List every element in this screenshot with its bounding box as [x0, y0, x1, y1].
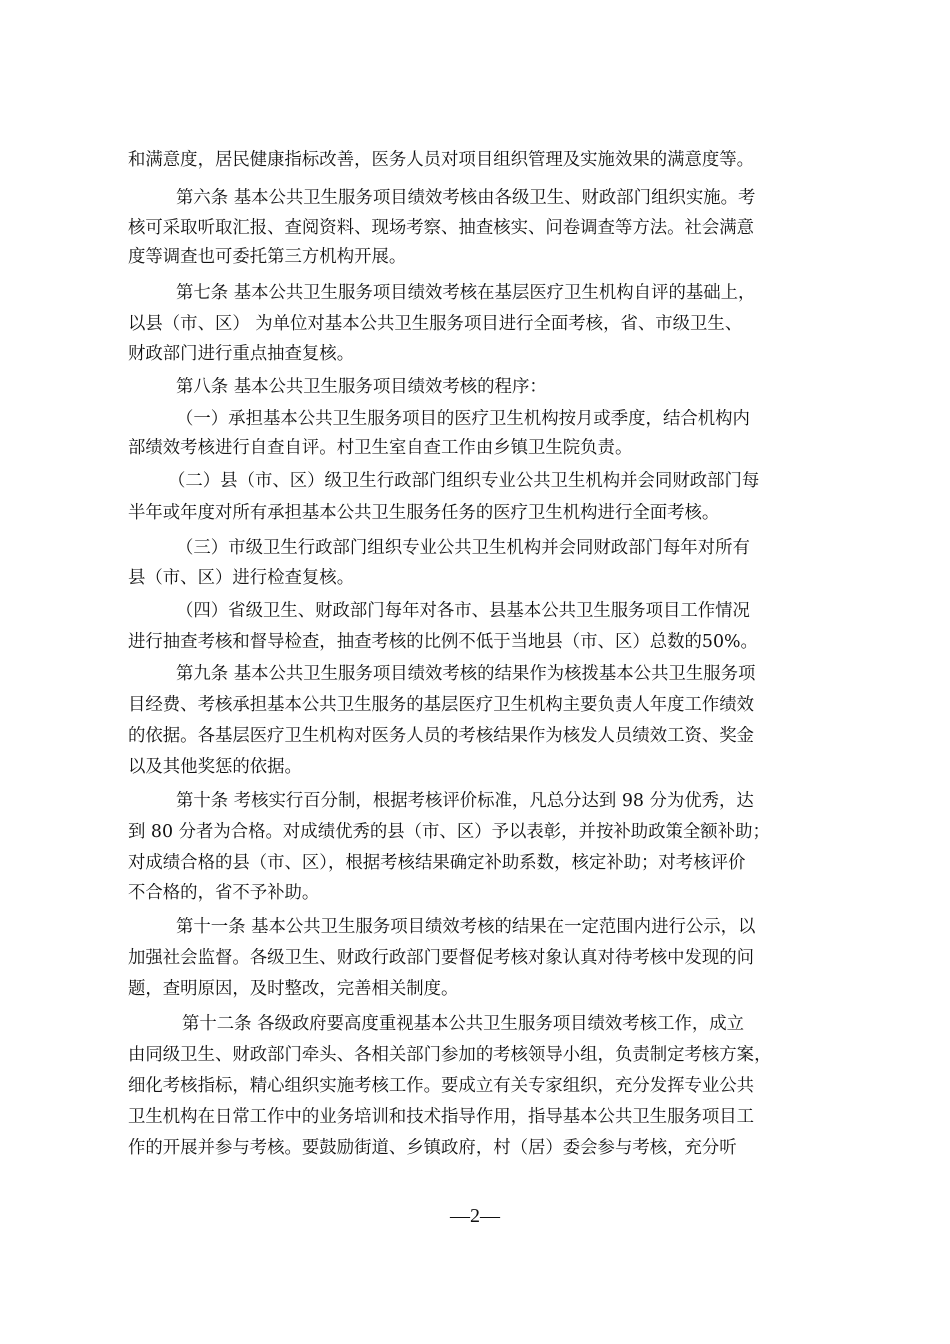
text-line: 进行抽查考核和督导检查，抽查考核的比例不低于当地县（市、区）总数的50%。 — [128, 632, 758, 652]
text-line: （一）承担基本公共卫生服务项目的医疗卫生机构按月或季度，结合机构内 — [176, 409, 750, 429]
text-line: 作的开展并参与考核。要鼓励街道、乡镇政府，村（居）委会参与考核，充分听 — [128, 1138, 737, 1158]
text-line: 第七条 基本公共卫生服务项目绩效考核在基层医疗卫生机构自评的基础上， — [176, 283, 756, 303]
text-line: 不合格的，省不予补助。 — [128, 883, 320, 903]
text-line: 的依据。各基层医疗卫生机构对医务人员的考核结果作为核发人员绩效工资、奖金 — [128, 726, 755, 746]
text-line: 和满意度，居民健康指标改善，医务人员对项目组织管理及实施效果的满意度等。 — [128, 150, 755, 170]
text-line: 第十一条 基本公共卫生服务项目绩效考核的结果在一定范围内进行公示，以 — [176, 917, 756, 937]
text-line: 细化考核指标，精心组织实施考核工作。要成立有关专家组织，充分发挥专业公共 — [128, 1076, 755, 1096]
text-line: （三）市级卫生行政部门组织专业公共卫生机构并会同财政部门每年对所有 — [176, 538, 750, 558]
text-line: 对成绩合格的县（市、区），根据考核结果确定补助系数，核定补助；对考核评价 — [128, 853, 746, 873]
text-line: 卫生机构在日常工作中的业务培训和技术指导作用，指导基本公共卫生服务项目工 — [128, 1107, 755, 1127]
text-line: （二）县（市、区）级卫生行政部门组织专业公共卫生机构并会同财政部门每 — [168, 471, 760, 491]
text-line: 目经费、考核承担基本公共卫生服务的基层医疗卫生机构主要负责人年度工作绩效 — [128, 695, 755, 715]
text-line: 县（市、区）进行检查复核。 — [128, 568, 355, 588]
text-line: 度等调查也可委托第三方机构开展。 — [128, 247, 407, 267]
text-line: 核可采取听取汇报、查阅资料、现场考察、抽查核实、问卷调查等方法。社会满意 — [128, 218, 755, 238]
text-line: 题，查明原因，及时整改，完善相关制度。 — [128, 979, 459, 999]
text-line: 由同级卫生、财政部门牵头、各相关部门参加的考核领导小组，负责制定考核方案， — [128, 1045, 772, 1065]
text-line: 以县（市、区） 为单位对基本公共卫生服务项目进行全面考核，省、市级卫生、 — [128, 314, 743, 334]
text-line: 第八条 基本公共卫生服务项目绩效考核的程序： — [176, 377, 547, 397]
text-line: （四）省级卫生、财政部门每年对各市、县基本公共卫生服务项目工作情况 — [176, 601, 750, 621]
text-line: 以及其他奖惩的依据。 — [128, 757, 302, 777]
text-line: 财政部门进行重点抽查复核。 — [128, 344, 355, 364]
page-number: —2— — [450, 1205, 500, 1227]
text-line: 第十二条 各级政府要高度重视基本公共卫生服务项目绩效考核工作，成立 — [182, 1014, 745, 1034]
text-line: 半年或年度对所有承担基本公共卫生服务任务的医疗卫生机构进行全面考核。 — [128, 503, 720, 523]
text-line: 第六条 基本公共卫生服务项目绩效考核由各级卫生、财政部门组织实施。考 — [176, 188, 756, 208]
text-line: 加强社会监督。各级卫生、财政行政部门要督促考核对象认真对待考核中发现的问 — [128, 948, 755, 968]
text-line: 第九条 基本公共卫生服务项目绩效考核的结果作为核拨基本公共卫生服务项 — [176, 664, 756, 684]
text-line: 到 80 分者为合格。对成绩优秀的县（市、区）予以表彰，并按补助政策全额补助； — [128, 822, 770, 842]
text-line: 部绩效考核进行自查自评。村卫生室自查工作由乡镇卫生院负责。 — [128, 438, 633, 458]
text-line: 第十条 考核实行百分制，根据考核评价标准，凡总分达到 98 分为优秀，达 — [176, 791, 754, 811]
